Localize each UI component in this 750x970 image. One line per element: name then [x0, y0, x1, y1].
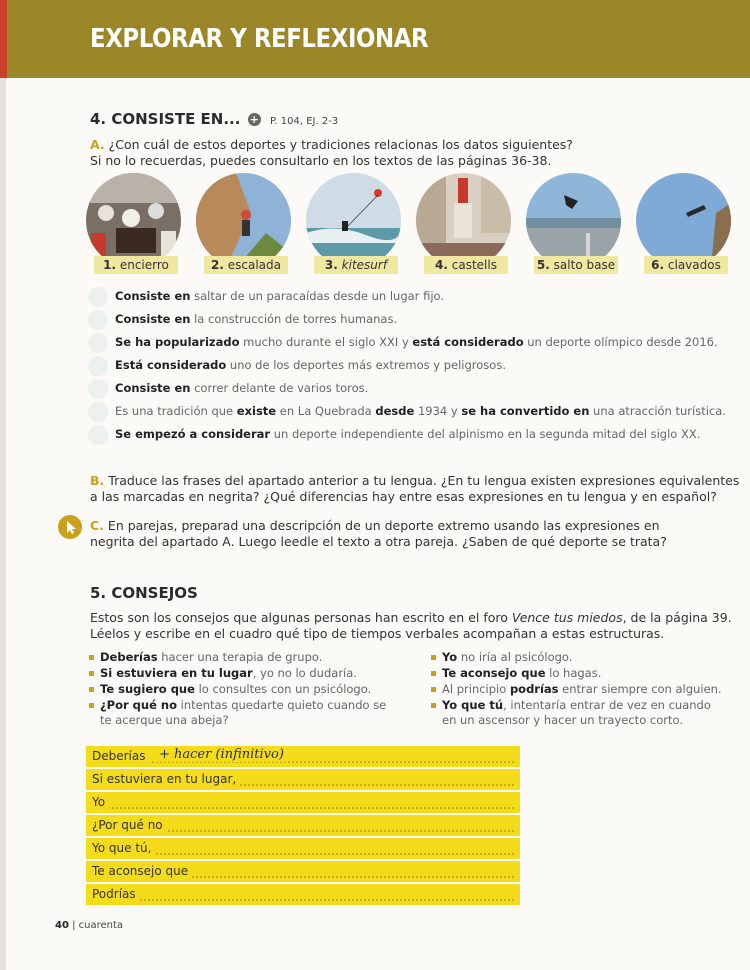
header-red-strip: [0, 0, 7, 78]
list-item: Te sugiero que lo consultes con un psicólogo.: [88, 682, 388, 697]
table-row[interactable]: [86, 861, 520, 884]
page-number-word: cuarenta: [78, 920, 124, 931]
list-item: Si estuviera en tu lugar, yo no lo dudaría.: [88, 666, 388, 681]
photo-label: 6. clavados: [644, 256, 728, 274]
photo-label: 3. kitesurf: [314, 256, 398, 274]
table-row[interactable]: [86, 815, 520, 838]
page-footer: 40 | cuarenta: [55, 920, 124, 931]
page-number: 40: [55, 920, 69, 931]
handwritten-answer: + hacer (infinitivo): [156, 747, 287, 762]
list-item: Te aconsejo que lo hagas.: [430, 666, 725, 681]
sentence-text: Consiste en saltar de un paracaídas desde un lugar fijo.: [115, 289, 444, 303]
answer-circle[interactable]: [88, 333, 108, 353]
answer-line[interactable]: [92, 807, 514, 809]
row-label: Podrías: [92, 887, 140, 901]
table-row[interactable]: [86, 792, 520, 815]
cliff-dive-image: [636, 173, 731, 268]
sentence-text: Es una tradición que existe en La Quebrada desde 1934 y se ha convertido en una atracción turística.: [115, 404, 726, 418]
item-a-text-line-2: Si no lo recuerdas, puedes consultarlo en los textos de las páginas 36-38.: [90, 153, 552, 168]
base-jump-image: [526, 173, 621, 268]
list-item: Yo no iría al psicólogo.: [430, 650, 725, 665]
sentence-text: Está considerado uno de los deportes más extremos y peligrosos.: [115, 358, 506, 372]
kitesurf-image: [306, 173, 401, 268]
item-b-text-line-2: a las marcadas en negrita? ¿Qué diferencias hay entre esas expresiones en tu lengua y en español?: [90, 489, 717, 504]
photo-kitesurf: [306, 173, 406, 272]
section-4-title-text: 4. CONSISTE EN...: [90, 110, 241, 128]
answer-circle[interactable]: [88, 356, 108, 376]
section-4a-instruction: [90, 137, 573, 169]
bull-run-image: [86, 173, 181, 268]
page-left-edge: [0, 78, 6, 970]
section-5-intro: Estos son los consejos que algunas personas han escrito en el foro Vence tus miedos, de la página 39. Léelos y escribe en el cuadro qué tipo de tiempos verbales acompañan a estas estructuras.: [90, 610, 732, 641]
sports-photo-row: [86, 173, 736, 283]
answer-circle[interactable]: [88, 425, 108, 445]
item-b-text-line-1: Traduce las frases del apartado anterior a tu lengua. ¿En tu lengua existen expresiones equivalentes: [108, 473, 740, 488]
section-5-title: 5. CONSEJOS: [90, 584, 198, 602]
exercise-reference: P. 104, EJ. 2-3: [269, 116, 339, 127]
answer-circle[interactable]: [88, 379, 108, 399]
table-row[interactable]: [86, 838, 520, 861]
plus-icon: +: [249, 113, 259, 126]
page-header: [0, 0, 750, 78]
list-item: Yo que tú, intentaría entrar de vez en cuando en un ascensor y hacer un trayecto corto.: [430, 698, 725, 728]
advice-list-right: [430, 650, 725, 729]
photo-label: 2. escalada: [204, 256, 288, 274]
row-label: Yo que tú,: [92, 841, 155, 855]
sentence-text: Consiste en la construcción de torres humanas.: [115, 312, 398, 326]
section-4-title: [90, 110, 338, 128]
row-label: Te aconsejo que: [92, 864, 192, 878]
photo-label: 5. salto base: [534, 256, 618, 274]
section-4b-instruction: [90, 473, 739, 505]
sentence-text: Consiste en correr delante de varios toros.: [115, 381, 369, 395]
section-4c-instruction: [90, 518, 667, 550]
row-label: Si estuviera en tu lugar,: [92, 772, 240, 786]
photo-castells: [416, 173, 516, 272]
row-label: ¿Por qué no: [92, 818, 167, 832]
human-towers-image: [416, 173, 511, 268]
photo-label: 4. castells: [424, 256, 508, 274]
item-c-text-line-1: En parejas, preparad una descripción de un deporte extremo usando las expresiones en: [107, 518, 660, 533]
answer-circle[interactable]: [88, 402, 108, 422]
table-row[interactable]: [86, 884, 520, 907]
pair-work-icon: [58, 515, 82, 539]
sentence-text: Se ha popularizado mucho durante el siglo XXI y está considerado un deporte olímpico desde 2016.: [115, 335, 718, 349]
table-row[interactable]: [86, 746, 520, 769]
page-title: EXPLORAR Y REFLEXIONAR: [90, 24, 429, 54]
advice-list-left: [88, 650, 388, 729]
table-row[interactable]: [86, 769, 520, 792]
item-a-text-line-1: ¿Con cuál de estos deportes y tradiciones relacionas los datos siguientes?: [108, 137, 573, 152]
answer-line[interactable]: [92, 899, 514, 901]
photo-clavados: [636, 173, 736, 272]
photo-label: 1. encierro: [94, 256, 178, 274]
item-a-label: A.: [90, 137, 105, 152]
item-b-label: B.: [90, 473, 105, 488]
sentence-text: Se empezó a considerar un deporte independiente del alpinismo en la segunda mitad del siglo XX.: [115, 427, 701, 441]
list-item: Deberías hacer una terapia de grupo.: [88, 650, 388, 665]
photo-salto-base: [526, 173, 626, 272]
forum-name: Vence tus miedos: [511, 610, 623, 625]
item-c-label: C.: [90, 518, 104, 533]
row-label: Deberías: [92, 749, 150, 763]
verb-tense-table: [86, 746, 520, 907]
list-item: Al principio podrías entrar siempre con alguien.: [430, 682, 725, 697]
answer-circle[interactable]: [88, 310, 108, 330]
photo-escalada: [196, 173, 296, 272]
answer-circle[interactable]: [88, 287, 108, 307]
item-c-text-line-2: negrita del apartado A. Luego leedle el texto a otra pareja. ¿Saben de qué deporte se trata?: [90, 534, 667, 549]
climbing-image: [196, 173, 291, 268]
list-item: ¿Por qué no intentas quedarte quieto cuando se te acerque una abeja?: [88, 698, 388, 728]
photo-encierro: [86, 173, 186, 272]
row-label: Yo: [92, 795, 109, 809]
